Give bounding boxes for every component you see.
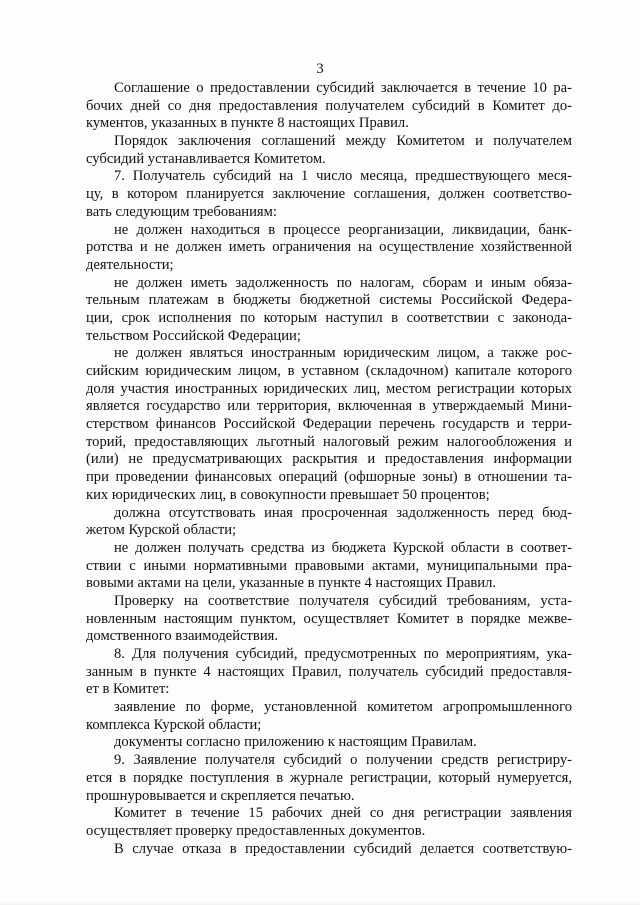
document-line: домственного взаимодействия. xyxy=(86,628,278,645)
document-line: Соглашение о предоставлении субсидий заключается в течение 10 ра- xyxy=(114,80,572,96)
document-line: новленным настоящим пунктом, осуществляет Комитет в порядке межве- xyxy=(86,610,572,627)
document-line: (или) не предусматривающих раскрытия и предоставления информации xyxy=(86,451,572,468)
document-line: ется в порядке поступления в журнале регистрации, который нумеруется, xyxy=(86,769,572,786)
document-line: вать следующим требованиям: xyxy=(86,203,277,220)
document-line: тельством Российской Федерации; xyxy=(86,327,301,344)
document-line: Порядок заключения соглашений между Комитетом и получателем xyxy=(114,133,572,150)
document-line: 8. Для получения субсидий, предусмотренных по мероприятиям, ука- xyxy=(114,646,572,662)
document-line: В случае отказа в предоставлении субсидий делается соответствую- xyxy=(114,840,572,857)
document-line: Проверку на соответствие получателя субсидий требованиям, уста- xyxy=(114,592,572,609)
document-line: при проведении финансовых операций (офшорные зоны) в отношении та- xyxy=(86,469,572,486)
document-line: торий, предоставляющих льготный налоговый режим налогообложения и xyxy=(86,433,572,450)
document-line: осуществляет проверку предоставленных документов. xyxy=(86,822,426,839)
document-line: не должен иметь задолженность по налогам, сборам и иным обяза- xyxy=(114,274,572,291)
document-line: ет в Комитет: xyxy=(86,681,170,698)
document-line: не должен получать средства из бюджета Курской области в соответ- xyxy=(114,539,572,556)
document-line: не должен являться иностранным юридическим лицом, а также рос- xyxy=(114,345,572,362)
document-line: 9. Заявление получателя субсидий о получении средств регистриру- xyxy=(114,752,572,769)
document-line: ции, срок исполнения по которым наступил в соответствии с законода- xyxy=(86,309,572,326)
document-line: жетом Курской области; xyxy=(86,522,237,539)
document-line: субсидий устанавливается Комитетом. xyxy=(86,150,326,167)
document-line: не должен находиться в процессе реорганизации, ликвидации, банк- xyxy=(114,221,572,238)
document-line: комплекса Курской области; xyxy=(86,716,262,733)
document-line: цу, в котором планируется заключение соглашения, должен соответство- xyxy=(86,186,572,203)
document-line: Комитет в течение 15 рабочих дней со дня регистрации заявления xyxy=(114,805,572,822)
document-line: ких юридических лиц, в совокупности превышает 50 процентов; xyxy=(86,486,490,503)
document-line: сийским юридическим лицом, в уставном (складочном) капитале которого xyxy=(86,363,572,379)
document-line: должна отсутствовать иная просроченная задолженность перед бюд- xyxy=(114,504,572,521)
document-body xyxy=(86,80,572,858)
document-line: бочих дней со дня предоставления получателем субсидий в Комитет до- xyxy=(86,97,572,114)
scan-edge xyxy=(0,901,640,905)
document-line: заявление по форме, установленной комитетом агропромышленного xyxy=(114,699,572,716)
document-line: занным в пункте 4 настоящих Правил, получатель субсидий предоставля- xyxy=(86,663,572,680)
document-line: вовыми актами на цели, указанные в пункте 4 настоящих Правил. xyxy=(86,575,497,592)
page-number: 3 xyxy=(316,61,324,77)
document-line: кументов, указанных в пункте 8 настоящих Правил. xyxy=(86,115,409,132)
document-line: стерством финансов Российской Федерации перечень государств и терри- xyxy=(86,416,572,433)
document-line: является государство или территория, включенная в утверждаемый Мини- xyxy=(86,398,572,415)
document-line: деятельности; xyxy=(86,256,174,273)
document-line: прошнуровывается и скрепляется печатью. xyxy=(86,787,355,804)
document-line: 7. Получатель субсидий на 1 число месяца, предшествующего меся- xyxy=(114,168,572,185)
document-line: тельным платежам в бюджеты бюджетной системы Российской Федера- xyxy=(86,292,572,309)
document-line: доля участия иностранных юридических лиц, местом регистрации которых xyxy=(86,380,572,397)
document-line: документы согласно приложению к настоящим Правилам. xyxy=(114,734,477,751)
document-line: ротства и не должен иметь ограничения на осуществление хозяйственной xyxy=(86,239,572,256)
document-line: ствии с иными нормативными правовыми актами, муниципальными пра- xyxy=(86,557,572,574)
